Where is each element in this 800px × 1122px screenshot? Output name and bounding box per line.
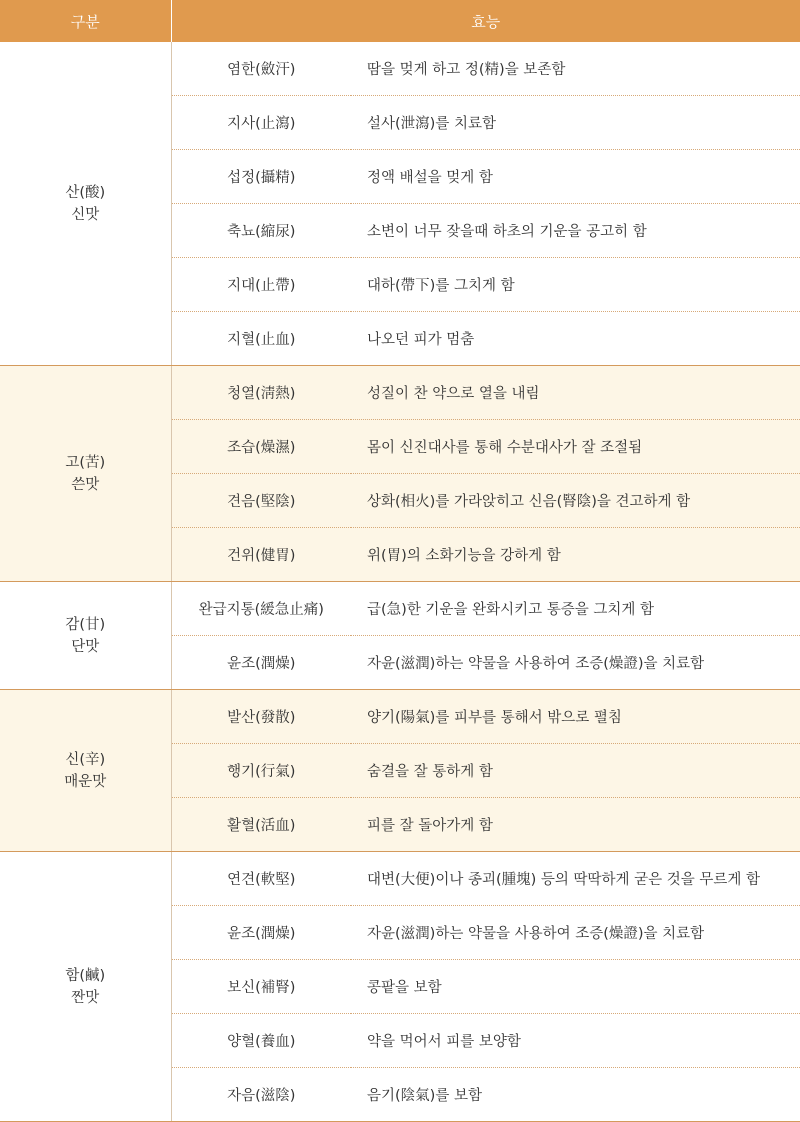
effect-description: 양기(陽氣)를 피부를 통해서 밖으로 펼침 bbox=[351, 690, 800, 744]
category-cell bbox=[0, 42, 171, 366]
category-name: 감(甘) bbox=[65, 616, 106, 633]
effect-term: 활혈(活血) bbox=[171, 798, 351, 852]
effect-description: 위(胃)의 소화기능을 강하게 함 bbox=[351, 528, 800, 582]
category-name: 함(鹹) bbox=[65, 967, 106, 984]
header-effect: 효능 bbox=[171, 0, 800, 42]
effect-term: 섭정(攝精) bbox=[171, 150, 351, 204]
category-taste: 단맛 bbox=[71, 638, 100, 655]
category-name: 고(苦) bbox=[65, 454, 106, 471]
category-name: 신(辛) bbox=[65, 751, 106, 768]
effect-description: 약을 먹어서 피를 보양함 bbox=[351, 1014, 800, 1068]
table-body bbox=[0, 42, 800, 1122]
effect-description: 음기(陰氣)를 보함 bbox=[351, 1068, 800, 1122]
effect-term: 축뇨(縮尿) bbox=[171, 204, 351, 258]
effect-term: 청열(淸熱) bbox=[171, 366, 351, 420]
table-header bbox=[0, 0, 800, 42]
effect-description: 나오던 피가 멈춤 bbox=[351, 312, 800, 366]
effect-description: 땀을 멎게 하고 정(精)을 보존함 bbox=[351, 42, 800, 96]
table-row bbox=[0, 42, 800, 96]
table-row bbox=[0, 690, 800, 744]
category-cell bbox=[0, 582, 171, 690]
effect-term: 연견(軟堅) bbox=[171, 852, 351, 906]
effect-description: 자윤(滋潤)하는 약물을 사용하여 조증(燥證)을 치료함 bbox=[351, 636, 800, 690]
table-row bbox=[0, 582, 800, 636]
effect-description: 몸이 신진대사를 통해 수분대사가 잘 조절됨 bbox=[351, 420, 800, 474]
effect-description: 콩팥을 보함 bbox=[351, 960, 800, 1014]
effect-term: 견음(堅陰) bbox=[171, 474, 351, 528]
effect-description: 피를 잘 돌아가게 함 bbox=[351, 798, 800, 852]
effect-description: 소변이 너무 잦을때 하초의 기운을 공고히 함 bbox=[351, 204, 800, 258]
effect-description: 급(急)한 기운을 완화시키고 통증을 그치게 함 bbox=[351, 582, 800, 636]
effect-term: 윤조(潤燥) bbox=[171, 906, 351, 960]
effect-term: 건위(健胃) bbox=[171, 528, 351, 582]
effect-description: 대하(帶下)를 그치게 함 bbox=[351, 258, 800, 312]
effect-term: 자음(滋陰) bbox=[171, 1068, 351, 1122]
effect-description: 설사(泄瀉)를 치료함 bbox=[351, 96, 800, 150]
effect-term: 지대(止帶) bbox=[171, 258, 351, 312]
effect-term: 행기(行氣) bbox=[171, 744, 351, 798]
category-cell bbox=[0, 366, 171, 582]
effect-term: 지혈(止血) bbox=[171, 312, 351, 366]
header-category: 구분 bbox=[0, 0, 171, 42]
effect-term: 양혈(養血) bbox=[171, 1014, 351, 1068]
effect-term: 염한(斂汗) bbox=[171, 42, 351, 96]
table-row bbox=[0, 366, 800, 420]
effect-term: 조습(燥濕) bbox=[171, 420, 351, 474]
category-taste: 짠맛 bbox=[71, 989, 100, 1006]
header-row bbox=[0, 0, 800, 42]
category-cell bbox=[0, 852, 171, 1122]
effect-description: 상화(相火)를 가라앉히고 신음(腎陰)을 견고하게 함 bbox=[351, 474, 800, 528]
category-cell bbox=[0, 690, 171, 852]
category-taste: 매운맛 bbox=[64, 773, 107, 790]
effect-description: 정액 배설을 멎게 함 bbox=[351, 150, 800, 204]
effect-description: 자윤(滋潤)하는 약물을 사용하여 조증(燥證)을 치료함 bbox=[351, 906, 800, 960]
effect-term: 지사(止瀉) bbox=[171, 96, 351, 150]
effect-term: 완급지통(緩急止痛) bbox=[171, 582, 351, 636]
effect-description: 숨결을 잘 통하게 함 bbox=[351, 744, 800, 798]
effect-description: 대변(大便)이나 종괴(腫塊) 등의 딱딱하게 굳은 것을 무르게 함 bbox=[351, 852, 800, 906]
effect-term: 윤조(潤燥) bbox=[171, 636, 351, 690]
effect-term: 발산(發散) bbox=[171, 690, 351, 744]
effect-term: 보신(補腎) bbox=[171, 960, 351, 1014]
category-taste: 쓴맛 bbox=[71, 476, 100, 493]
category-taste: 신맛 bbox=[71, 206, 100, 223]
table-row bbox=[0, 852, 800, 906]
effect-description: 성질이 찬 약으로 열을 내림 bbox=[351, 366, 800, 420]
category-name: 산(酸) bbox=[65, 184, 106, 201]
